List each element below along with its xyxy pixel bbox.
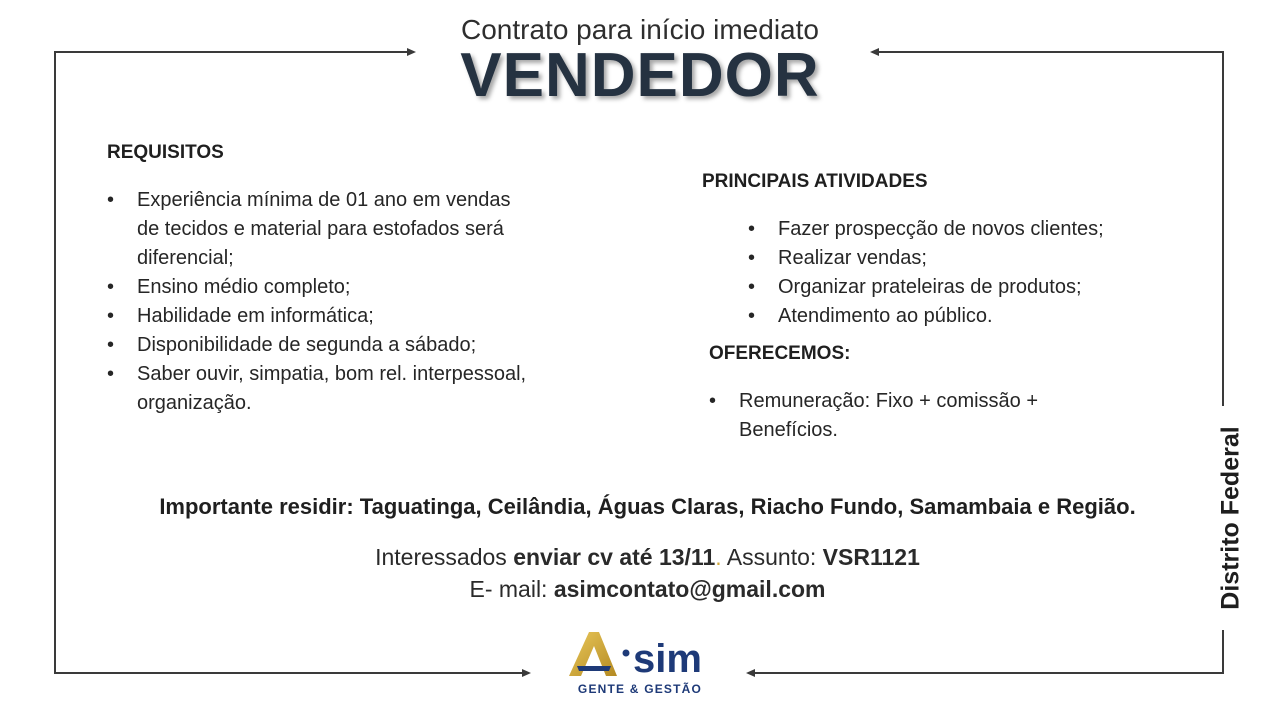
job-title: VENDEDOR xyxy=(460,41,820,110)
atividades-list xyxy=(748,215,1188,331)
contract-subtitle: Contrato para início imediato xyxy=(461,14,819,45)
list-item: • Fazer prospecção de novos clientes; xyxy=(748,215,1188,244)
residence-requirement: Importante residir: Taguatinga, Ceilândia, Águas Claras, Riacho Fundo, Samambaia e Região. xyxy=(159,494,1136,519)
email-address[interactable]: asimcontato@gmail.com xyxy=(553,576,826,602)
frame-bottom-left-line xyxy=(54,672,522,674)
logo-tagline: GENTE & GESTÃO xyxy=(577,682,703,696)
requisitos-list xyxy=(107,186,527,418)
list-item: • Habilidade em informática; xyxy=(107,302,527,331)
email-label: E- mail: xyxy=(469,576,554,602)
list-item: • Atendimento ao público. xyxy=(748,302,1188,331)
subject-code: VSR1121 xyxy=(822,544,920,570)
contact-dot: . xyxy=(715,544,722,570)
contact-deadline: enviar cv até 13/11 xyxy=(513,544,716,570)
list-item: • Organizar prateleiras de produtos; xyxy=(748,273,1188,302)
logo-wordmark: sim xyxy=(633,637,702,681)
arrow-right-bottom-icon xyxy=(522,669,531,677)
region-label xyxy=(1211,420,1251,615)
list-item: • Ensino médio completo; xyxy=(107,273,527,302)
list-item: • Saber ouvir, simpatia, bom rel. interpessoal, organização. xyxy=(107,360,527,418)
oferecemos-heading: OFERECEMOS: xyxy=(709,343,851,364)
arrow-left-bottom-icon xyxy=(746,669,755,677)
atividades-heading: PRINCIPAIS ATIVIDADES xyxy=(702,171,928,192)
frame-right-lower-line xyxy=(1222,630,1224,674)
list-item: • Remuneração: Fixo + comissão + Benefícios. xyxy=(709,387,1089,445)
contact-prefix: Interessados xyxy=(375,544,514,570)
asim-logo-mark-icon xyxy=(565,626,715,682)
oferecemos-list xyxy=(709,387,1089,445)
subject-label: Assunto: xyxy=(721,544,823,570)
region-text: Distrito Federal xyxy=(1216,425,1245,610)
list-item: • Realizar vendas; xyxy=(748,244,1188,273)
requisitos-heading: REQUISITOS xyxy=(107,142,224,163)
frame-bottom-right-line xyxy=(755,672,1224,674)
contact-instructions xyxy=(0,544,1280,571)
list-item: • Experiência mínima de 01 ano em vendas de tecidos e material para estofados será diferencial; xyxy=(107,186,527,273)
list-item: • Disponibilidade de segunda a sábado; xyxy=(107,331,527,360)
contact-email-line xyxy=(0,576,1280,603)
